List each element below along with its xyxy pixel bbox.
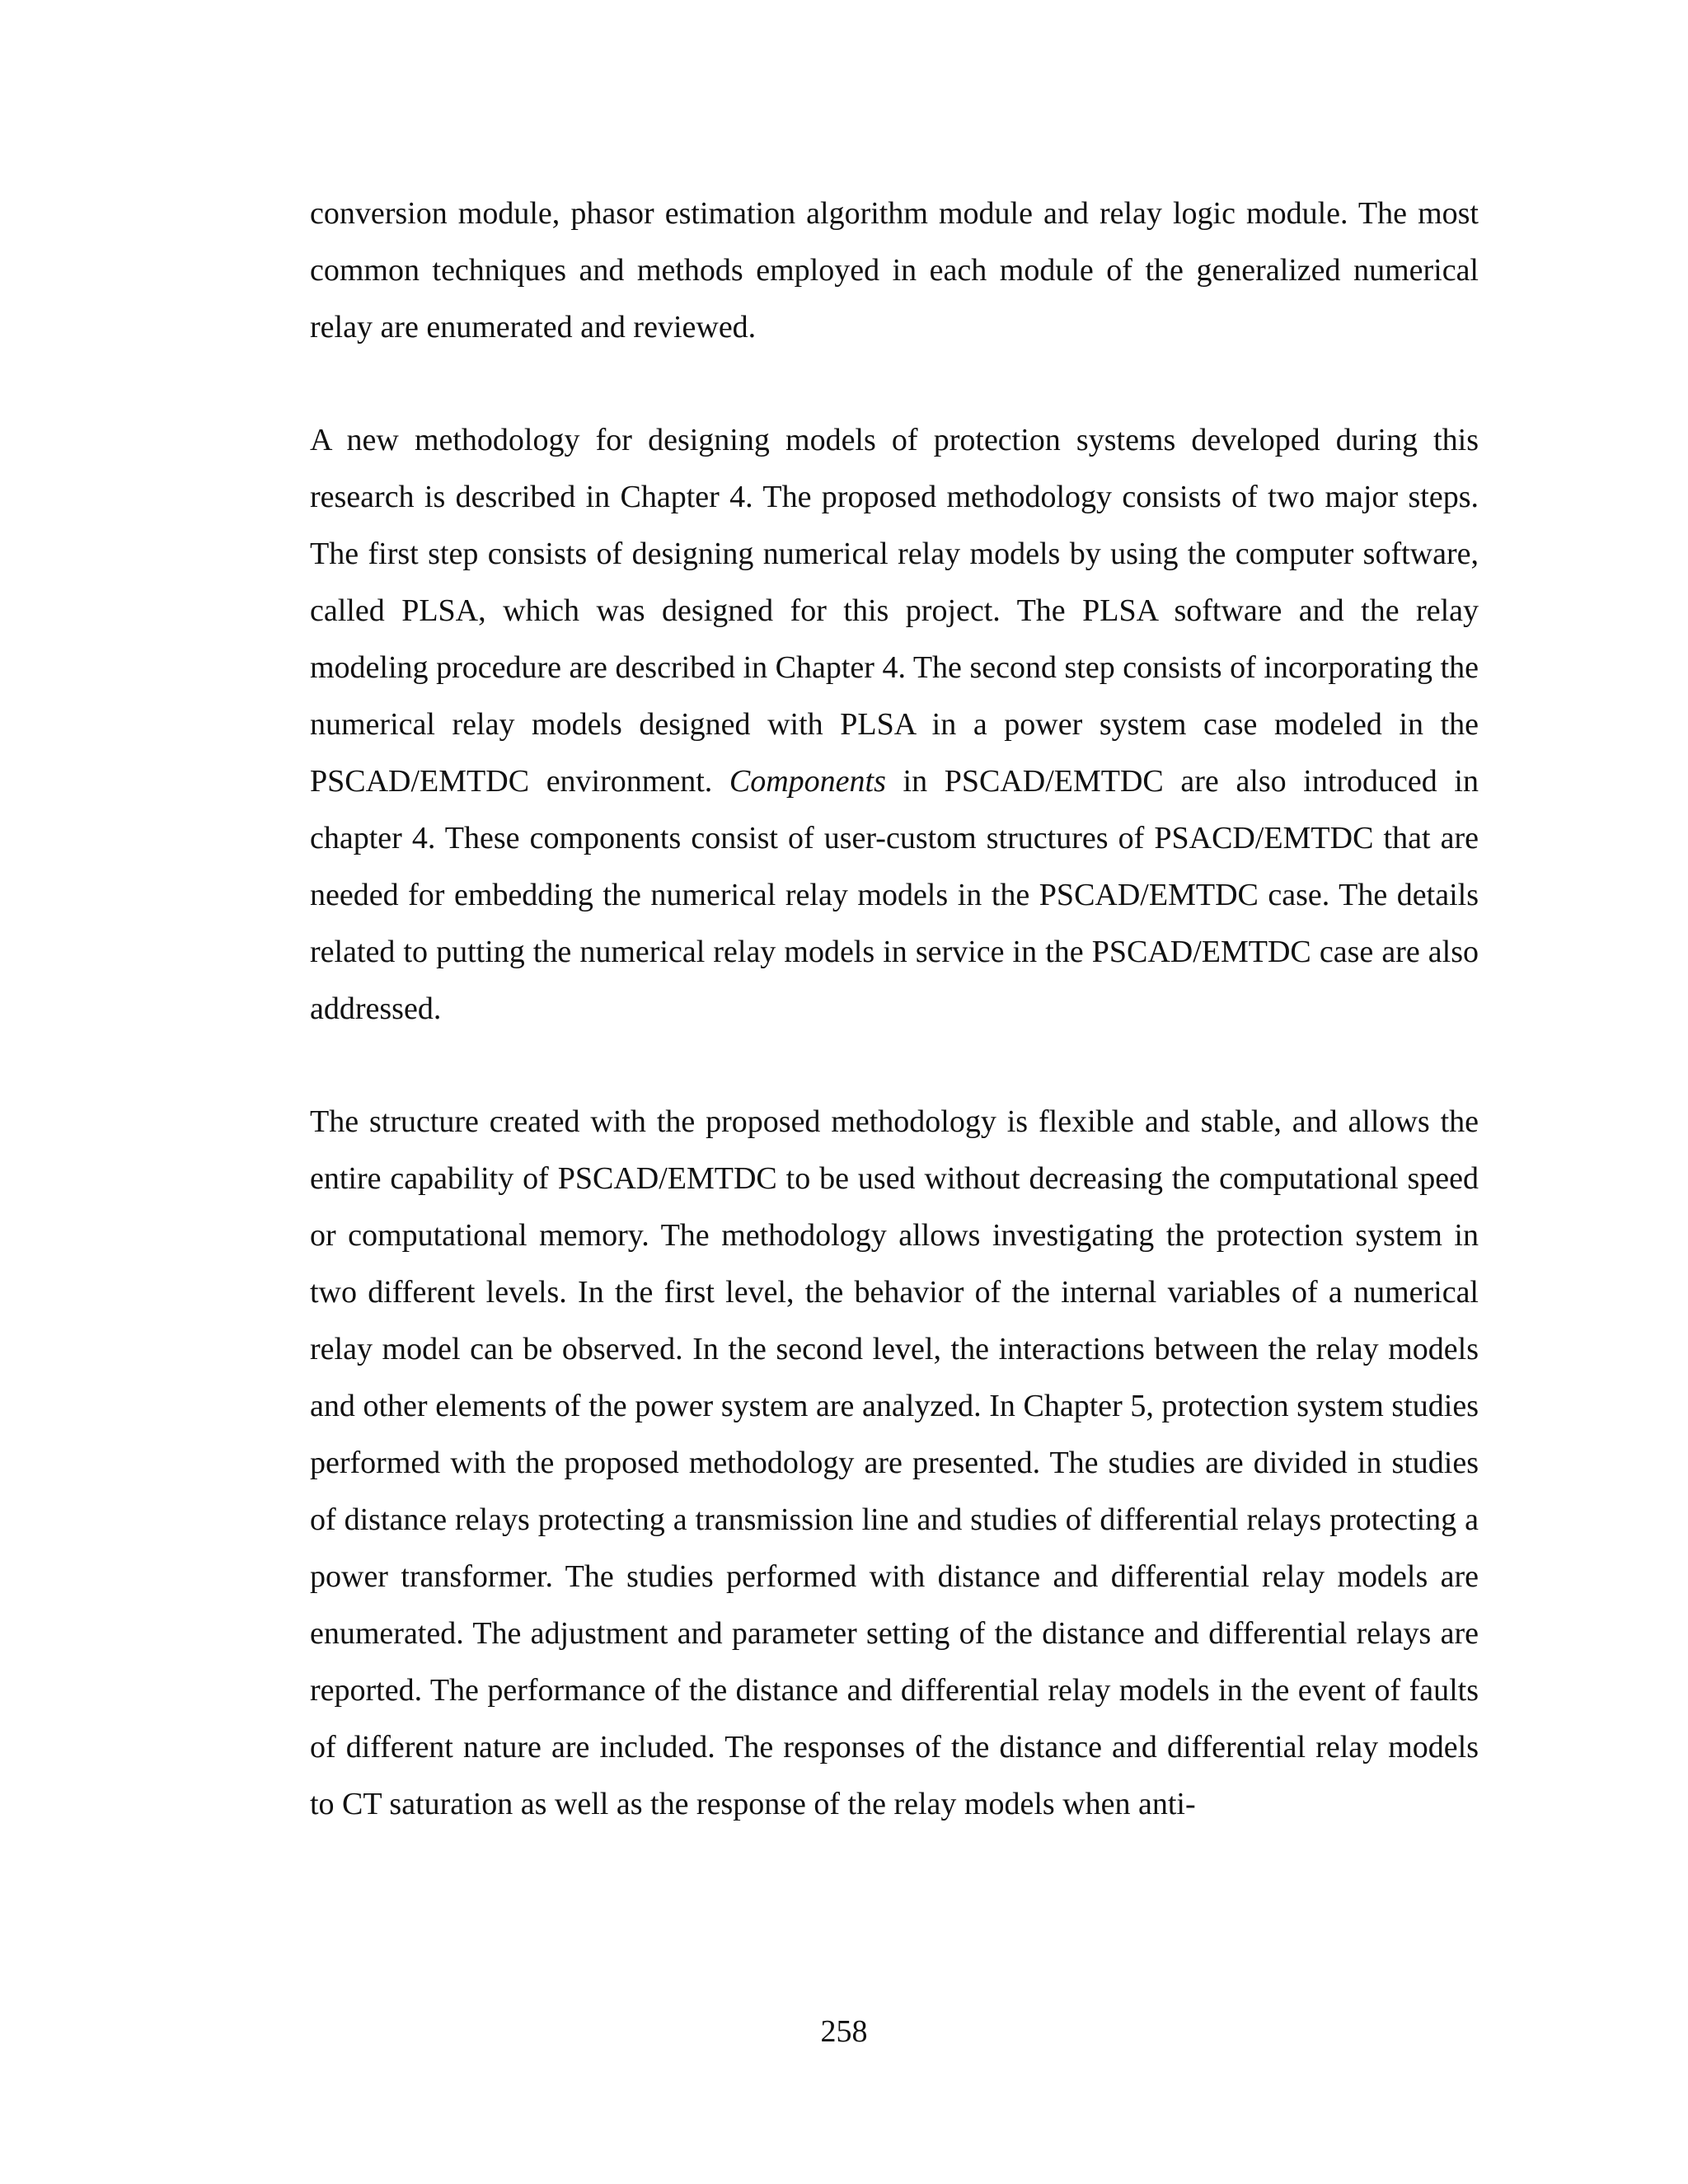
paragraph-3-text: The structure created with the proposed methodology is flexible and stable, and allows the entire capability of PSCAD/EMTDC to be used without decreasing the computational speed or computational memory. The methodology allows investigating the protection system in two different levels. In the first level, the behavior of the internal variables of a numerical relay model can be observed. In the second level, the interactions between the relay models and other elements of the power system are analyzed. In Chapter 5, protection system studies performed with the proposed methodology are presented. The studies are divided in studies of distance relays protecting a transmission line and studies of differential relays protecting a power transformer. The studies performed with distance and differential relay models are enumerated. The adjustment and parameter setting of the distance and differential relays are reported. The performance of the distance and differential relay models in the event of faults of different nature are included. The responses of the distance and differential relay models to CT saturation as well as the response of the relay models when anti- bbox=[310, 1104, 1479, 1821]
body-text bbox=[310, 185, 1479, 1833]
paragraph-3 bbox=[310, 1094, 1479, 1833]
paragraph-2 bbox=[310, 412, 1479, 1038]
paragraph-1 bbox=[310, 185, 1479, 356]
components-term: Components bbox=[729, 764, 886, 799]
paragraph-2-text-end: in PSCAD/EMTDC are also introduced in chapter 4. These components consist of user-custom structures of PSACD/EMTDC that are needed for embedding the numerical relay models in the PSCAD/EMTDC case. The details related to putting the numerical relay models in service in the PSCAD/EMTDC case are also addressed. bbox=[310, 764, 1479, 1026]
page-number: 258 bbox=[820, 2014, 868, 2049]
paragraph-2-text-start: A new methodology for designing models of protection systems developed during this research is described in Chapter 4. The proposed methodology consists of two major steps. The first step consists of designing numerical relay models by using the computer software, called PLSA, which was designed for this project. The PLSA software and the relay modeling procedure are described in Chapter 4. The second step consists of incorporating the numerical relay models designed with PLSA in a power system case modeled in the PSCAD/EMTDC environment. bbox=[310, 423, 1479, 799]
paragraph-1-text: conversion module, phasor estimation algorithm module and relay logic module. The most common techniques and methods employed in each module of the generalized numerical relay are enumerated and reviewed. bbox=[310, 196, 1479, 344]
